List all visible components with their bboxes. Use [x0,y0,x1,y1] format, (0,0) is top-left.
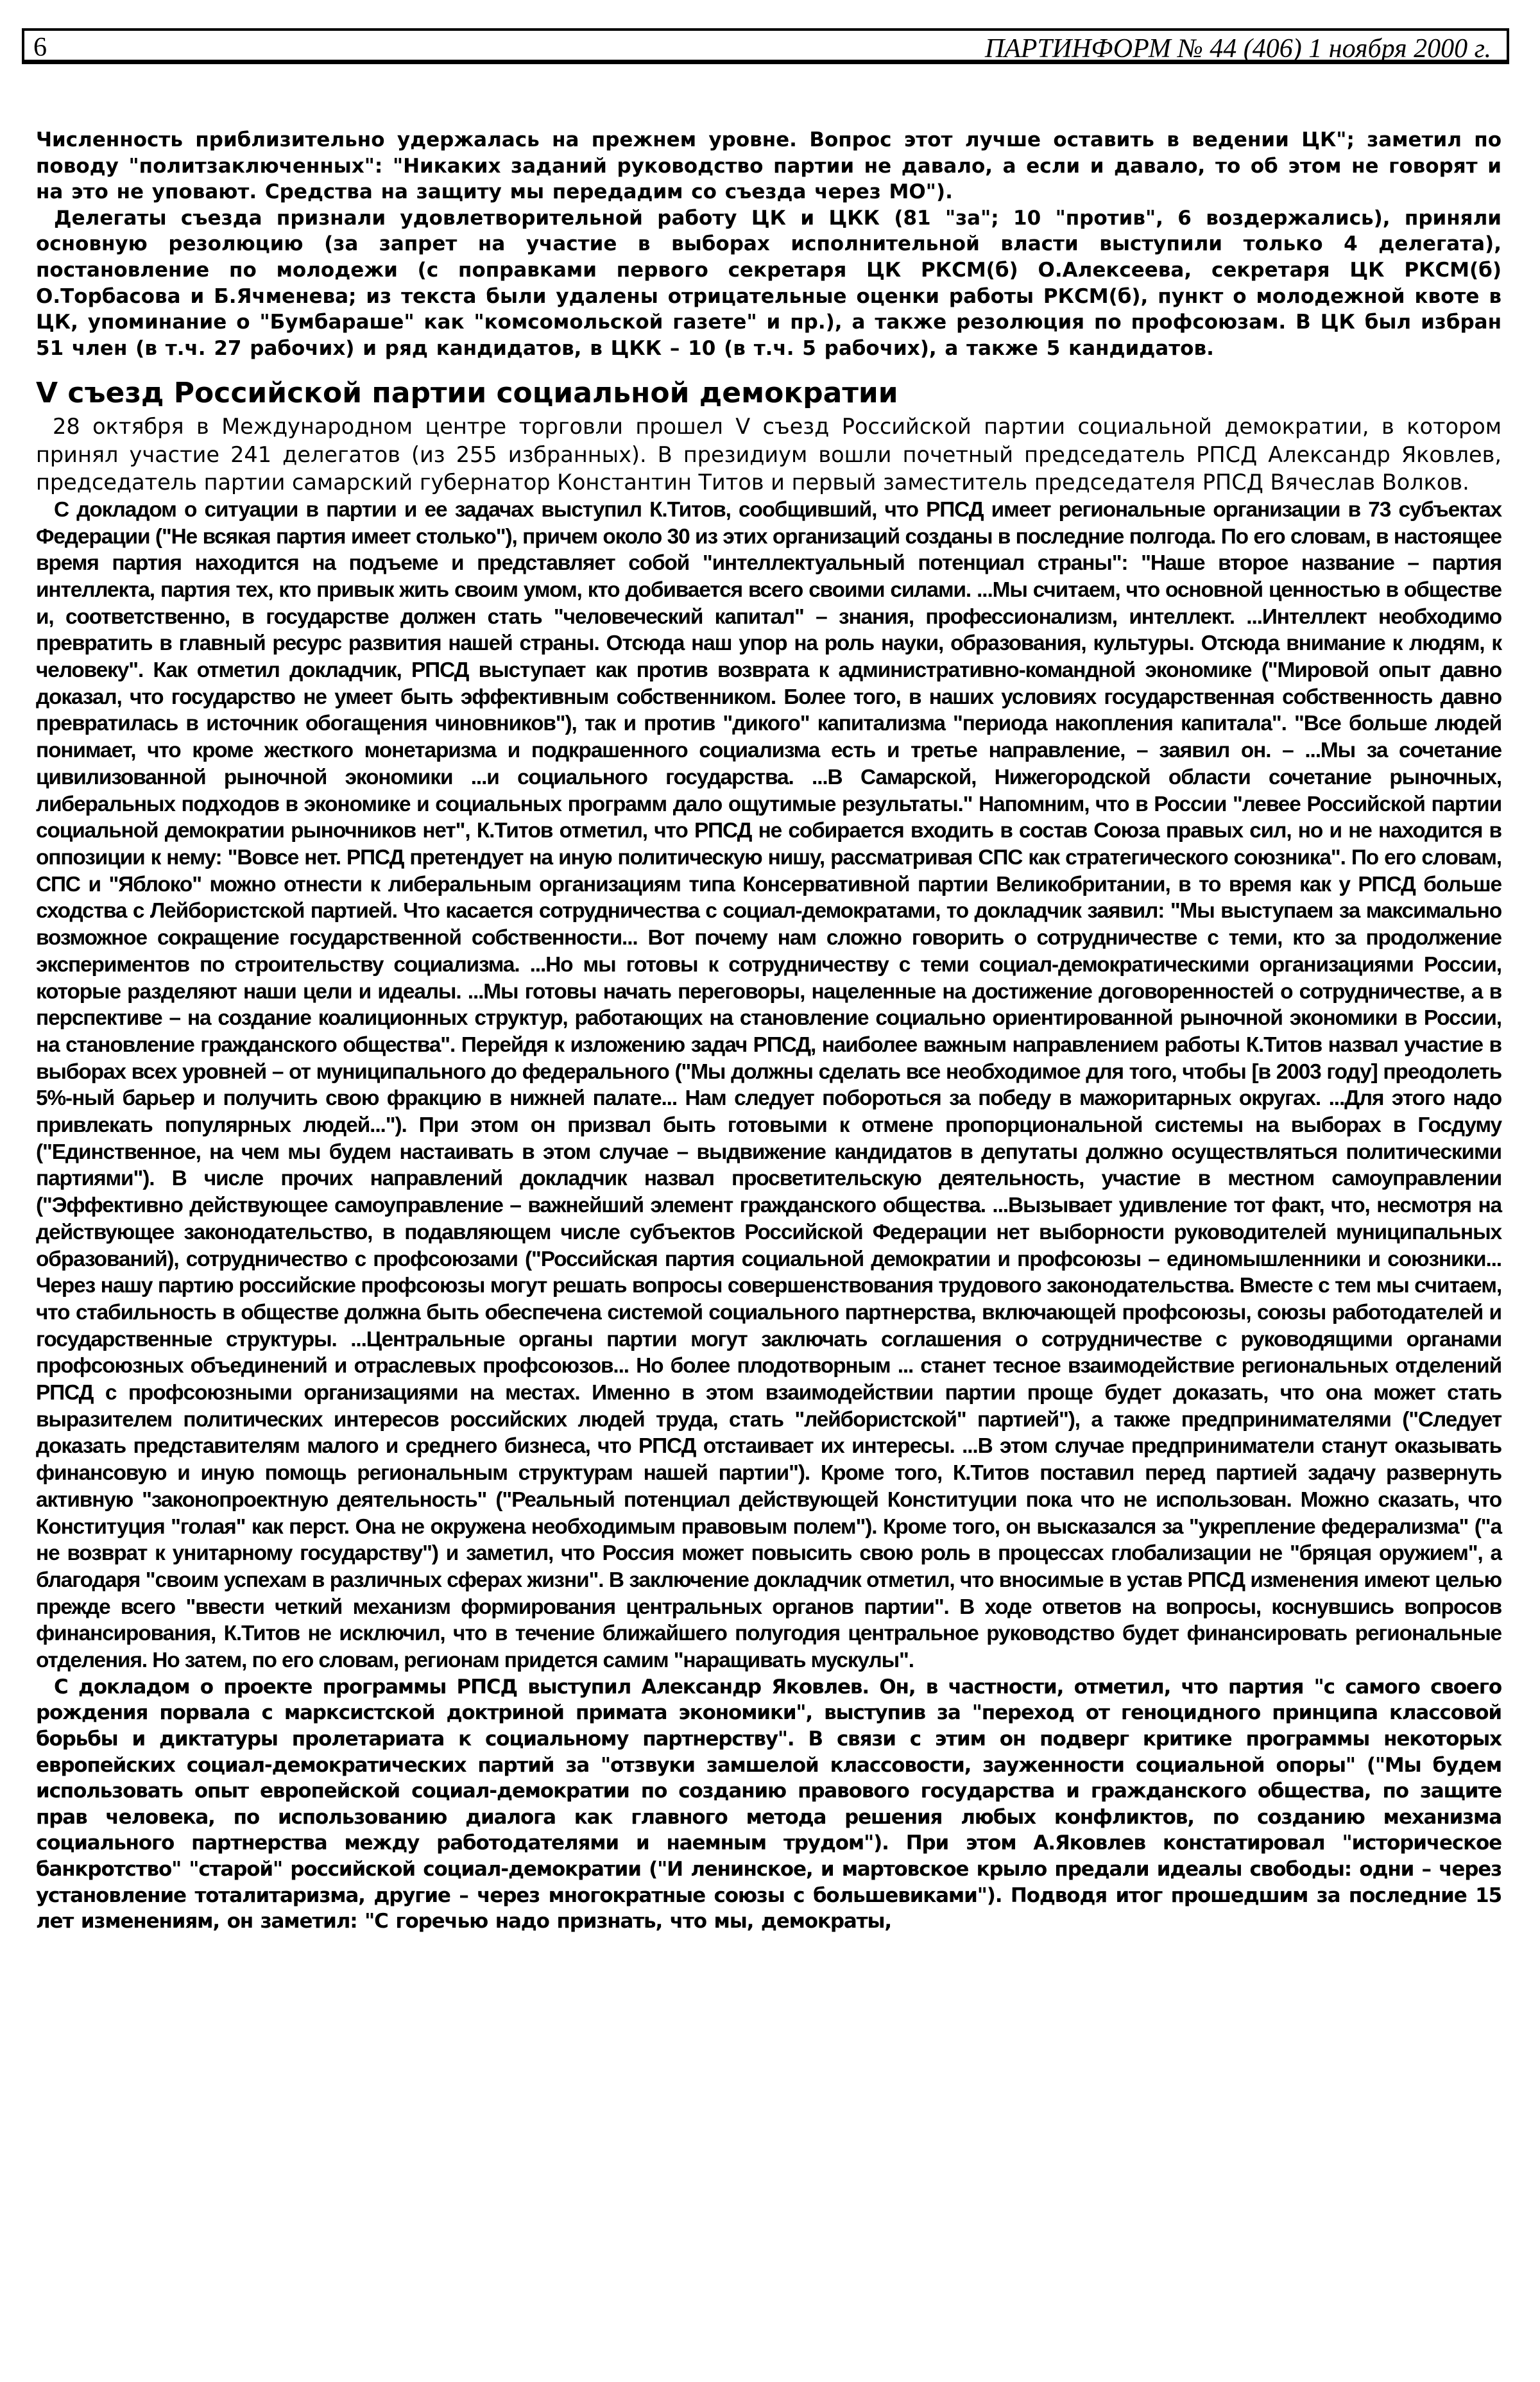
page-number: 6 [33,33,47,62]
page-header [22,28,1509,64]
section-title: V съезд Российской партии социальной демократии [36,377,898,410]
intro-paragraph-2: Делегаты съезда признали удовлетворительной работу ЦК и ЦКК (81 "за"; 10 "против", 6 воздержались), приняли основную резолюцию (за запрет на участие в выборах исполнительной власти выступили только 4 делегата), постановление по молодежи (с поправками первого секретаря ЦК РКСМ(б) О.Алексеева, секретаря ЦК РКСМ(б) О.Торбасова и Б.Ячменева; из текста были удалены отрицательные оценки работы РКСМ(б), пункт о молодежной квоте в ЦК, упоминание о "Бумбараше" как "комсомольской газете" и пр.), а также резолюция по профсоюзам. В ЦК был избран 51 член (в т.ч. 27 рабочих) и ряд кандидатов, в ЦКК – 10 (в т.ч. 5 рабочих), а также 5 кандидатов. [36,206,1502,360]
body-paragraph-2: С докладом о проекте программы РПСД выступил Александр Яковлев. Он, в частности, отметил, что партия "с самого своего рождения порвала с марксистской доктриной примата экономики", выступив за "переход от геноцидного принципа классовой борьбы и диктатуры пролетариата к социальному партнерству". В связи с этим он подверг критике программы некоторых европейских социал-демократических партий за "отзвуки замшелой классовости, зауженности социальной опоры" ("Мы будем использовать опыт европейской социал-демократии по созданию правового государства и гражданского общества, по защите прав человека, по использованию диалога как главного метода решения любых конфликтов, по созданию механизма социального партнерства между работодателями и наемным трудом"). При этом А.Яковлев констатировал "историческое банкротство" "старой" российской социал-демократии ("И ленинское, и мартовское крыло предали идеалы свободы: одни – через установление тоталитаризма, другие – через многократные союзы с большевиками"). Подводя итог прошедшим за последние 15 лет изменениям, он заметил: "С горечью надо признать, что мы, демократы, [36,1675,1502,1933]
publication-title: ПАРТИНФОРМ № 44 (406) 1 ноября 2000 г. [984,34,1491,64]
body-paragraph-1: С докладом о ситуации в партии и ее задачах выступил К.Титов, сообщивший, что РПСД имеет региональные организации в 73 субъектах Федерации ("Не всякая партия имеет столько"), причем около 30 из этих организаций созданы в последние полгода. По его словам, в настоящее время партия находится на подъеме и представляет собой "интеллектуальный потенциал страны": "Наше второе название – партия интеллекта, партия тех, кто привык жить своим умом, кто добивается всего своими силами. ...Мы считаем, что основной ценностью в обществе и, соответственно, в государстве должен стать "человеческий капитал" – знания, профессионализм, интеллект. ...Интеллект необходимо превратить в главный ресурс развития нашей страны. Отсюда наш упор на роль науки, образования, культуры. Отсюда внимание к людям, к человеку". Как отметил докладчик, РПСД выступает как против возврата к административно-командной экономике ("Мировой опыт давно доказал, что государство не умеет быть эффективным собственником. Более того, в наших условиях государственная собственность давно превратилась в источник обогащения чиновников"), так и против "дикого" капитализма "периода накопления капитала". "Все больше людей понимает, что кроме жесткого монетаризма и подкрашенного социализма есть и третье направление, – заявил он. – ...Мы за сочетание цивилизованной рыночной экономики ...и социального государства. ...В Самарской, Нижегородской области сочетание рыночных, либеральных подходов в экономике и социальных программ дало ощутимые результаты." Напомним, что в России "левее Российской партии социальной демократии рыночников нет", К.Титов отметил, что РПСД не собирается входить в состав Союза правых сил, но и не находится в оппозиции к нему: "Вовсе нет. РПСД претендует на иную политическую нишу, рассматривая СПС как стратегического союзника". По его словам, СПС и "Яблоко" можно отнести к либеральным организациям типа Консервативной партии Великобритании, в то время как у РПСД больше сходства с Лейбористской партией. Что касается сотрудничества с социал-демократами, то докладчик заявил: "Мы выступаем за максимально возможное сокращение государственной собственности... Вот почему нам сложно говорить о сотрудничестве с теми, кто за продолжение экспериментов по строительству социализма. ...Но мы готовы к сотрудничеству с теми социал-демократическими организациями России, которые разделяют наши цели и идеалы. ...Мы готовы начать переговоры, нацеленные на достижение договоренностей о сотрудничестве, а в перспективе – на создание коалиционных структур, работающих на становление социально ориентированной рыночной экономики в России, на становление гражданского общества". Перейдя к изложению задач РПСД, наиболее важным направлением работы К.Титов назвал участие в выборах всех уровней – от муниципального до федерального ("Мы должны сделать все необходимое для того, чтобы [в 2003 году] преодолеть 5%-ный барьер и получить свою фракцию в нижней палате... Нам следует побороться за победу в мажоритарных округах. ...Для этого надо привлекать популярных людей..."). При этом он призвал быть готовыми к отмене пропорциональной системы на выборах в Госдуму ("Единственное, на чем мы будем настаивать в этом случае – выдвижение кандидатов в депутаты должно осуществляться политическими партиями"). В числе прочих направлений докладчик назвал просветительскую деятельность, участие в местном самоуправлении ("Эффективно действующее самоуправление – важнейший элемент гражданского общества. ...Вызывает удивление тот факт, что, несмотря на действующее законодательство, в подавляющем числе субъектов Российской Федерации нет выборности руководителей муниципальных образований), сотрудничество с профсоюзами ("Российская партия социальной демократии и профсоюзы – единомышленники и союзники... Через нашу партию российские профсоюзы могут решать вопросы совершенствования трудового законодательства. Вместе с тем мы считаем, что стабильность в обществе должна быть обеспечена системой социального партнерства, включающей профсоюзы, союзы работодателей и государственные структуры. ...Центральные органы партии могут заключать соглашения о сотрудничестве с руководящими органами профсоюзных объединений и отраслевых профсоюзов... Но более плодотворным ... станет тесное взаимодействие региональных отделений РПСД с профсоюзными организациями на местах. Именно в этом взаимодействии партии проще будет доказать, что она может стать выразителем политических интересов российских людей труда, стать "лейбористской" партией"), а также предпринимателями ("Следует доказать представителям малого и среднего бизнеса, что РПСД отстаивает их интересы. ...В этом случае предприниматели станут оказывать финансовую и иную помощь региональным структурам нашей партии"). Кроме того, К.Титов поставил перед партией задачу развернуть активную "законопроектную деятельность" ("Реальный потенциал действующей Конституции пока что не использован. Можно сказать, что Конституция "голая" как перст. Она не окружена необходимым правовым полем"). Кроме того, он высказался за "укрепление федерализма" ("а не возврат к унитарному государству") и заметил, что Россия может повысить свою роль в процессах глобализации не "бряцая оружием", а благодаря "своим успехам в различных сферах жизни". В заключение докладчик отметил, что вносимые в устав РПСД изменения имеют целью прежде всего "ввести четкий механизм формирования центральных органов партии". В ходе ответов на вопросы, коснувшись вопросов финансирования, К.Титов не исключил, что в течение ближайшего полугодия центральное руководство будет финансировать региональные отделения. Но затем, по его словам, регионам придется самим "наращивать мускулы". [36,497,1502,1673]
article-body [36,127,1502,1935]
lead-paragraph: 28 октября в Международном центре торговли прошел V съезд Российской партии социальной демократии, в котором принял участие 241 делегатов (из 255 избранных). В президиум вошли почетный председатель РПСД Александр Яковлев, председатель партии самарский губернатор Константин Титов и первый заместитель председателя РПСД Вячеслав Волков. [36,414,1502,495]
intro-paragraph-1: Численность приблизительно удержалась на прежнем уровне. Вопрос этот лучше оставить в ведении ЦК"; заметил по поводу "политзаключенных": "Никаких заданий руководство партии не давало, а если и давало, то об этом не говорят и на это не уповают. Средства на защиту мы передадим со съезда через МО"). [36,128,1502,204]
